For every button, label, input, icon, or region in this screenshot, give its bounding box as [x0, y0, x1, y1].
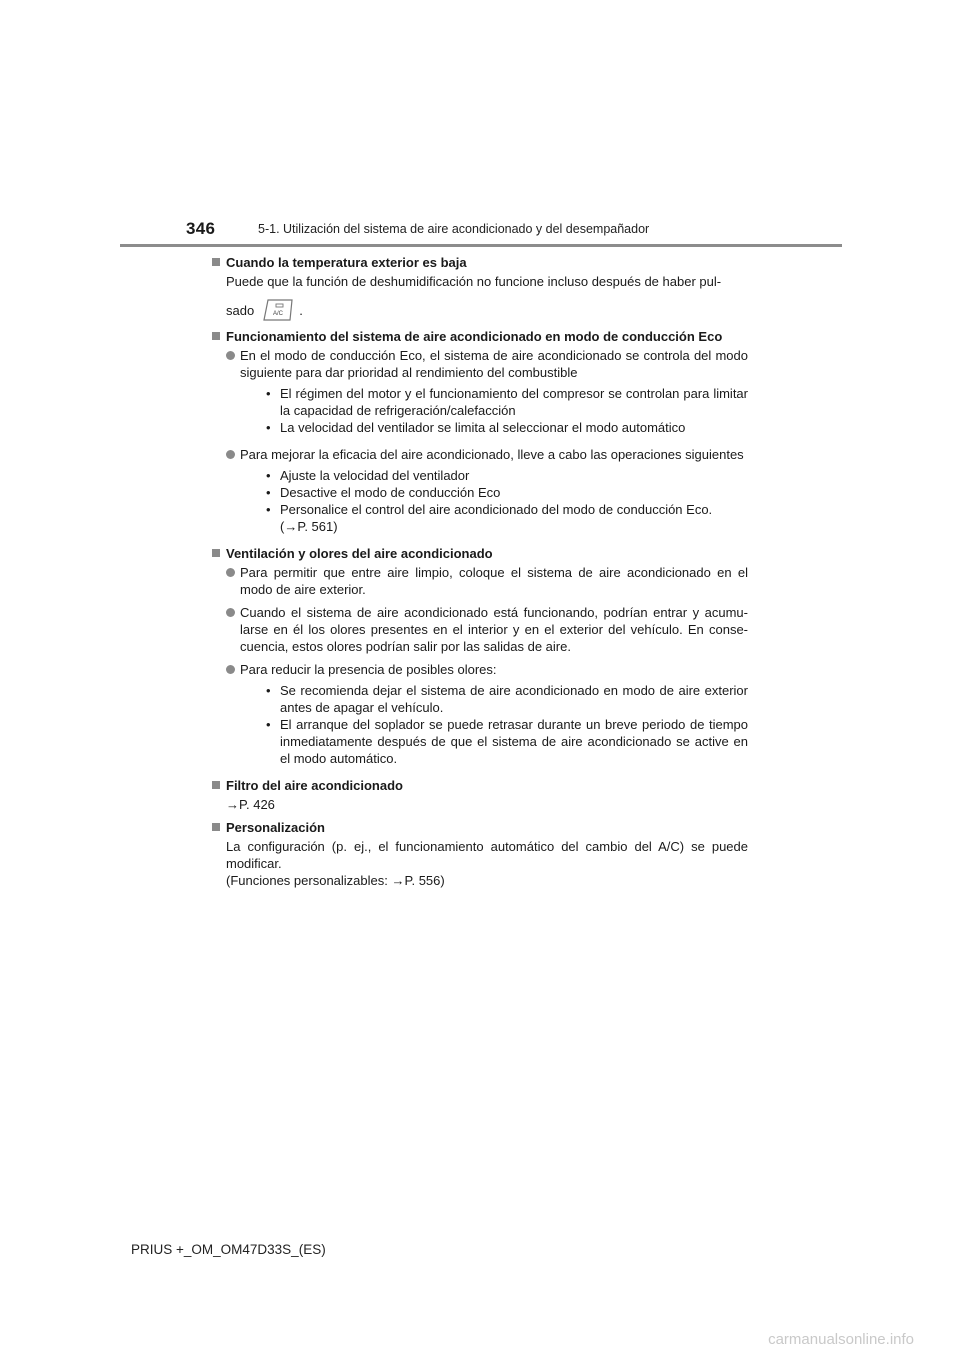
section-eco-mode — [212, 328, 748, 539]
header-rule — [120, 244, 842, 247]
section-text: La configuración (p. ej., el funcionamiento automático del cambio del A/C) se puede modificar. — [226, 839, 748, 871]
sub-item: • Desactive el modo de conducción Eco — [266, 485, 501, 500]
sub-item: • Personalice el control del aire acondicionado del modo de conducción Eco. (→P. 561) — [266, 502, 713, 534]
watermark: carmanualsonline.info — [768, 1331, 914, 1348]
sub-item: • El régimen del motor y el funcionamiento del compresor se controlan para limitar la capacidad de refrigeración/calefacción — [266, 386, 748, 418]
sub-item: • La velocidad del ventilador se limita al seleccionar el modo automático — [266, 420, 686, 435]
item-text: En el modo de conducción Eco, el sistema de aire acondicionado se controla del modo siguiente para dar prioridad al rendimiento del combustible — [240, 348, 748, 380]
section-title: Filtro del aire acondicionado — [226, 778, 403, 793]
ac-button-icon — [260, 298, 294, 322]
section-customization — [212, 819, 748, 889]
square-bullet-icon — [212, 332, 220, 340]
square-bullet-icon — [212, 781, 220, 789]
section-title: Cuando la temperatura exterior es baja — [226, 255, 467, 270]
list-item — [226, 661, 748, 771]
list-item — [226, 347, 748, 440]
section-ventilation-odors — [212, 545, 748, 771]
item-text: Para reducir la presencia de posibles olores: — [240, 662, 497, 677]
square-bullet-icon — [212, 823, 220, 831]
section-low-outside-temp — [212, 254, 748, 322]
square-bullet-icon — [212, 549, 220, 557]
section-text: Puede que la función de deshumidificación no funcione incluso después de haber pul- — [226, 274, 722, 289]
section-title: Funcionamiento del sistema de aire acondicionado en modo de conducción Eco — [226, 329, 723, 344]
circle-bullet-icon — [226, 568, 235, 577]
ac-button-label: A/C — [273, 311, 284, 317]
sub-item: • El arranque del soplador se puede retrasar durante un breve periodo de tiempo inmediatamente después de que el sistema de aire acondicionado se active en el modo automático. — [266, 717, 748, 766]
circle-bullet-icon — [226, 665, 235, 674]
circle-bullet-icon — [226, 608, 235, 617]
section-ac-filter — [212, 777, 748, 813]
list-item: Para permitir que entre aire limpio, coloque el sistema de aire acondicionado en el modo de aire exterior. — [226, 564, 748, 598]
page-content — [212, 254, 748, 895]
page-reference[interactable]: →P. 426 — [226, 797, 275, 812]
section-title: Ventilación y olores del aire acondicionado — [226, 546, 493, 561]
chapter-title: 5-1. Utilización del sistema de aire acondicionado y del desempañador — [258, 222, 650, 236]
list-item — [226, 446, 748, 539]
circle-bullet-icon — [226, 450, 235, 459]
section-text-continued: sado — [226, 302, 255, 318]
page-number: 346 — [186, 219, 216, 238]
section-text-period: . — [299, 302, 303, 318]
list-item: Cuando el sistema de aire acondicionado está funcionando, podrían entrar y acumu-larse en él los olores presentes en el interior y en el exterior del vehículo. En conse-cuencia, estos olores podrían salir por las salidas de aire. — [226, 604, 748, 655]
section-title: Personalización — [226, 820, 325, 835]
page-reference[interactable]: (→P. 561) — [280, 519, 338, 534]
item-text: Para mejorar la eficacia del aire acondicionado, lleve a cabo las operaciones siguientes — [240, 447, 744, 462]
page-reference[interactable]: (Funciones personalizables: →P. 556) — [226, 873, 445, 888]
square-bullet-icon — [212, 258, 220, 266]
sub-item: • Se recomienda dejar el sistema de aire acondicionado en modo de aire exterior antes de apagar el vehículo. — [266, 683, 748, 715]
manual-code: PRIUS +_OM_OM47D33S_(ES) — [131, 1242, 326, 1257]
circle-bullet-icon — [226, 351, 235, 360]
sub-item: • Ajuste la velocidad del ventilador — [266, 468, 470, 483]
